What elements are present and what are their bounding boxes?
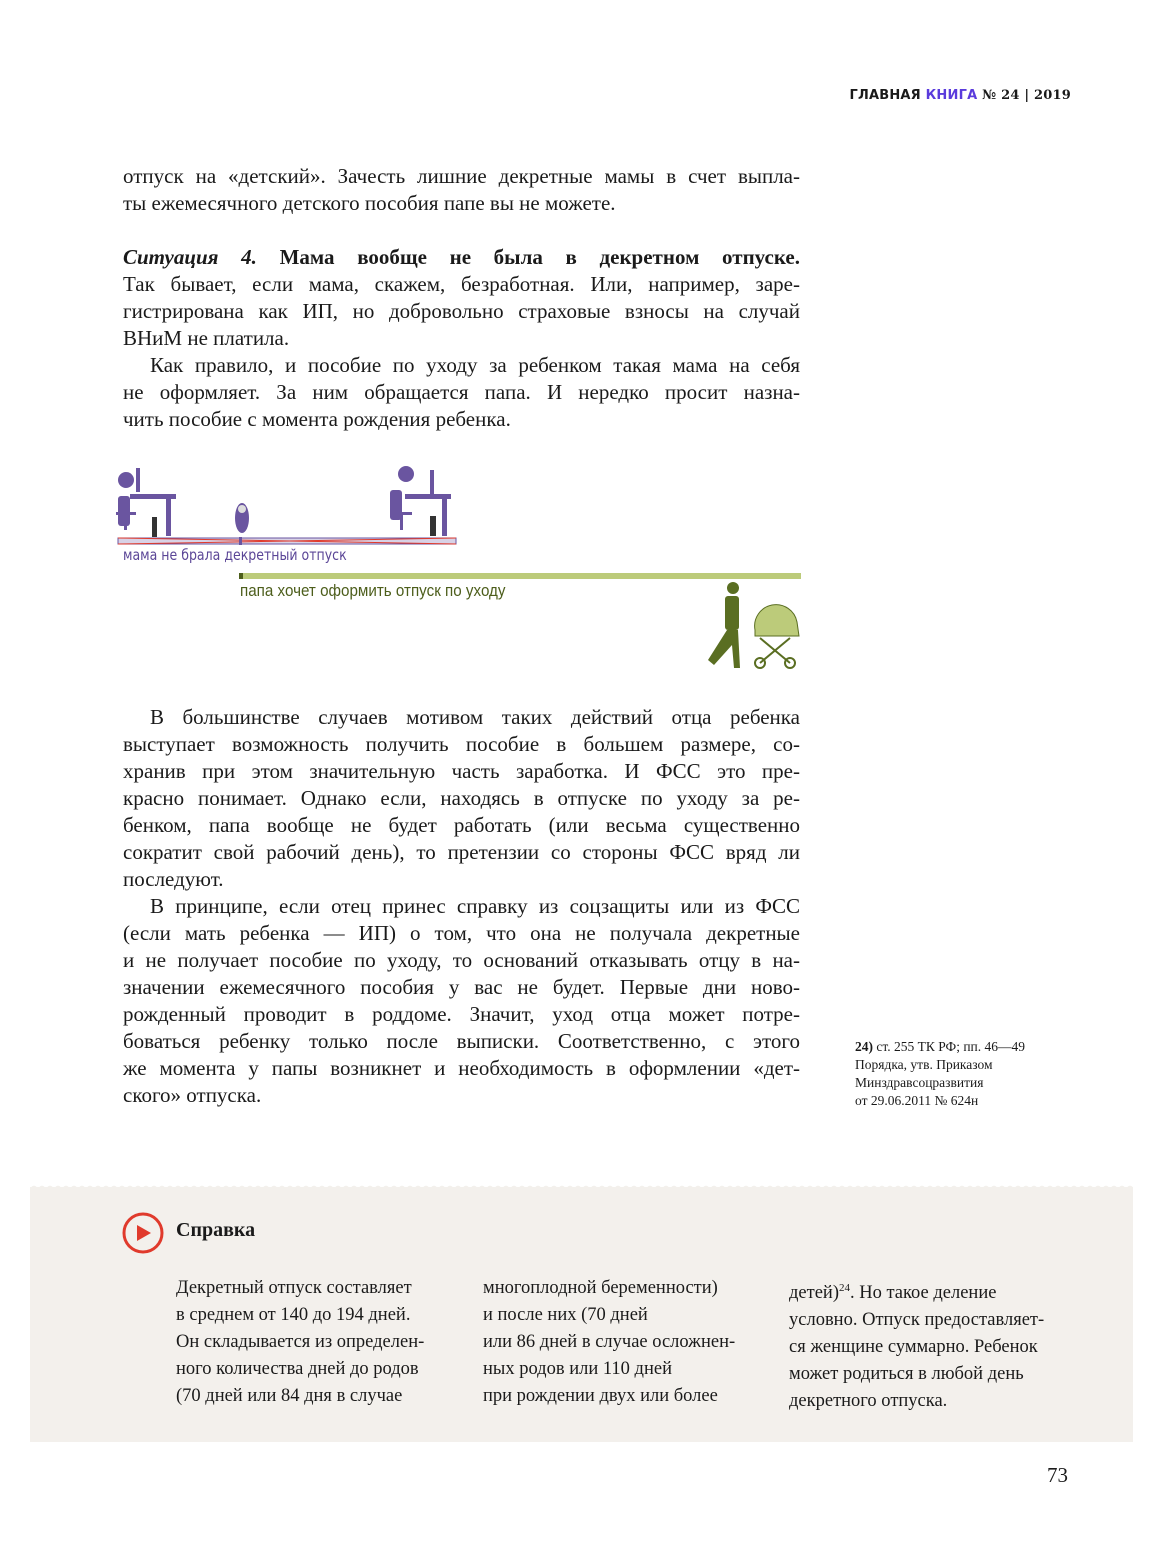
box-title: Справка [176,1219,256,1241]
text-line: В принципе, если отец принес справку из соцзащиты или из ФСС [150,894,800,918]
text-line: декретного отпуска. [789,1391,948,1412]
mom-timeline-label: мама не брала декретный отпуск [123,546,347,564]
text-line: и не получает пособие по уходу, то оснований отказывать отцу в на- [123,948,800,972]
issue-number: № 24 | 2019 [982,88,1071,103]
text-line: и после них (70 дней [483,1305,648,1325]
text-line: выступает возможность получить пособие в большем размере, со- [123,732,800,756]
box-column-1 [176,1275,424,1410]
dad-timeline-label: папа хочет оформить отпуск по уходу [240,582,506,600]
text-line: боваться ребенку только после выписки. Соответственно, с этого [123,1029,800,1053]
text-line: гистрирована как ИП, но добровольно страховые взносы на случай [123,299,800,323]
text-line: отпуск на «детский». Зачесть лишние декретные мамы в счет выпла- [123,164,800,188]
text-line: бенком, папа вообще не будет работать (или весьма существенно [123,813,800,837]
text-line: ского» отпуска. [123,1083,262,1107]
footnote: 24) ст. 255 ТК РФ; пп. 46—49 Порядка, утв. Приказом Минздравсоцразвития от 29.06.2011 № 624н [855,1039,1026,1108]
text-line: (если мать ребенка — ИП) о том, что она не получала декретные [123,921,800,945]
paragraph-3 [123,352,800,433]
timeline-illustration [100,460,810,680]
page-number: 73 [1047,1463,1068,1487]
paragraph-4 [123,704,800,893]
text-line: Он складывается из определен- [176,1332,425,1352]
text-line: ты ежемесячного детского пособия папе вы не можете. [123,191,616,215]
situation-block [123,244,800,433]
paragraph-5 [123,893,800,1109]
text-line: ся женщине суммарно. Ребенок [789,1337,1038,1358]
text-line: ных родов или 110 дней [483,1359,672,1379]
text-line: хранив при этом значительную часть заработка. И ФСС это пре- [123,759,800,783]
text-line: последуют. [123,867,224,891]
baby-icon [235,503,249,533]
text-line: ВНиМ не платила. [123,326,290,350]
text-line: в среднем от 140 до 194 дней. [176,1305,411,1325]
text-line: Декретный отпуск составляет [176,1278,412,1298]
box-column-2 [483,1275,735,1410]
text-line: красно понимает. Однако если, находясь в отпуске по уходу за ре- [123,786,800,810]
text-line: не оформляет. За ним обращается папа. И нередко просит назна- [123,380,800,404]
text-line: сократит свой рабочий день), то претензии со стороны ФСС вряд ли [123,840,800,864]
text-line: или 86 дней в случае осложнен- [483,1332,736,1352]
text-line: рожденный проводит в роддоме. Значит, уход отца может потре- [123,1002,800,1026]
text-line: может родиться в любой день [789,1364,1024,1385]
text-line: (70 дней или 84 дня в случае [176,1386,403,1406]
paragraph-1 [123,163,800,217]
text-line: чить пособие с момента рождения ребенка. [123,407,511,431]
brand-accent: КНИГА [925,88,978,103]
dad-with-stroller-icon [708,582,799,668]
running-header [849,88,1071,103]
text-line: В большинстве случаев мотивом таких действий отца ребенка [150,705,800,729]
situation-heading: Ситуация 4. Мама вообще не была в декретном отпуске. [123,245,800,269]
text-line: Как правило, и пособие по уходу за ребенком такая мама на себя [150,353,800,377]
dad-timeline-bar [239,573,801,579]
box-column-3: детей)$^{24}$. Но такое деление условно. Отпуск предоставляет- ся женщине суммарно. Ребенок может родиться в любой день декретного отпуска. [789,1275,1044,1415]
text-line: при рождении двух или более [483,1386,718,1406]
text-line: Так бывает, если мама, скажем, безработная. Или, например, заре- [123,272,800,296]
mom-back-at-work-icon [390,466,451,536]
text-line: многоплодной беременности) [483,1278,718,1298]
text-line: ного количества дней до родов [176,1359,419,1379]
play-circle-icon [121,1212,165,1256]
paragraph-2 [123,271,800,352]
text-line: значении ежемесячного пособия у вас не будет. Первые дни ново- [123,975,800,999]
text-line: условно. Отпуск предоставляет- [789,1310,1045,1331]
brand-main: ГЛАВНАЯ [849,88,921,103]
text-line: же момента у папы возникнет и необходимость в оформлении «дет- [123,1056,800,1080]
mom-at-desk-icon [116,468,176,537]
